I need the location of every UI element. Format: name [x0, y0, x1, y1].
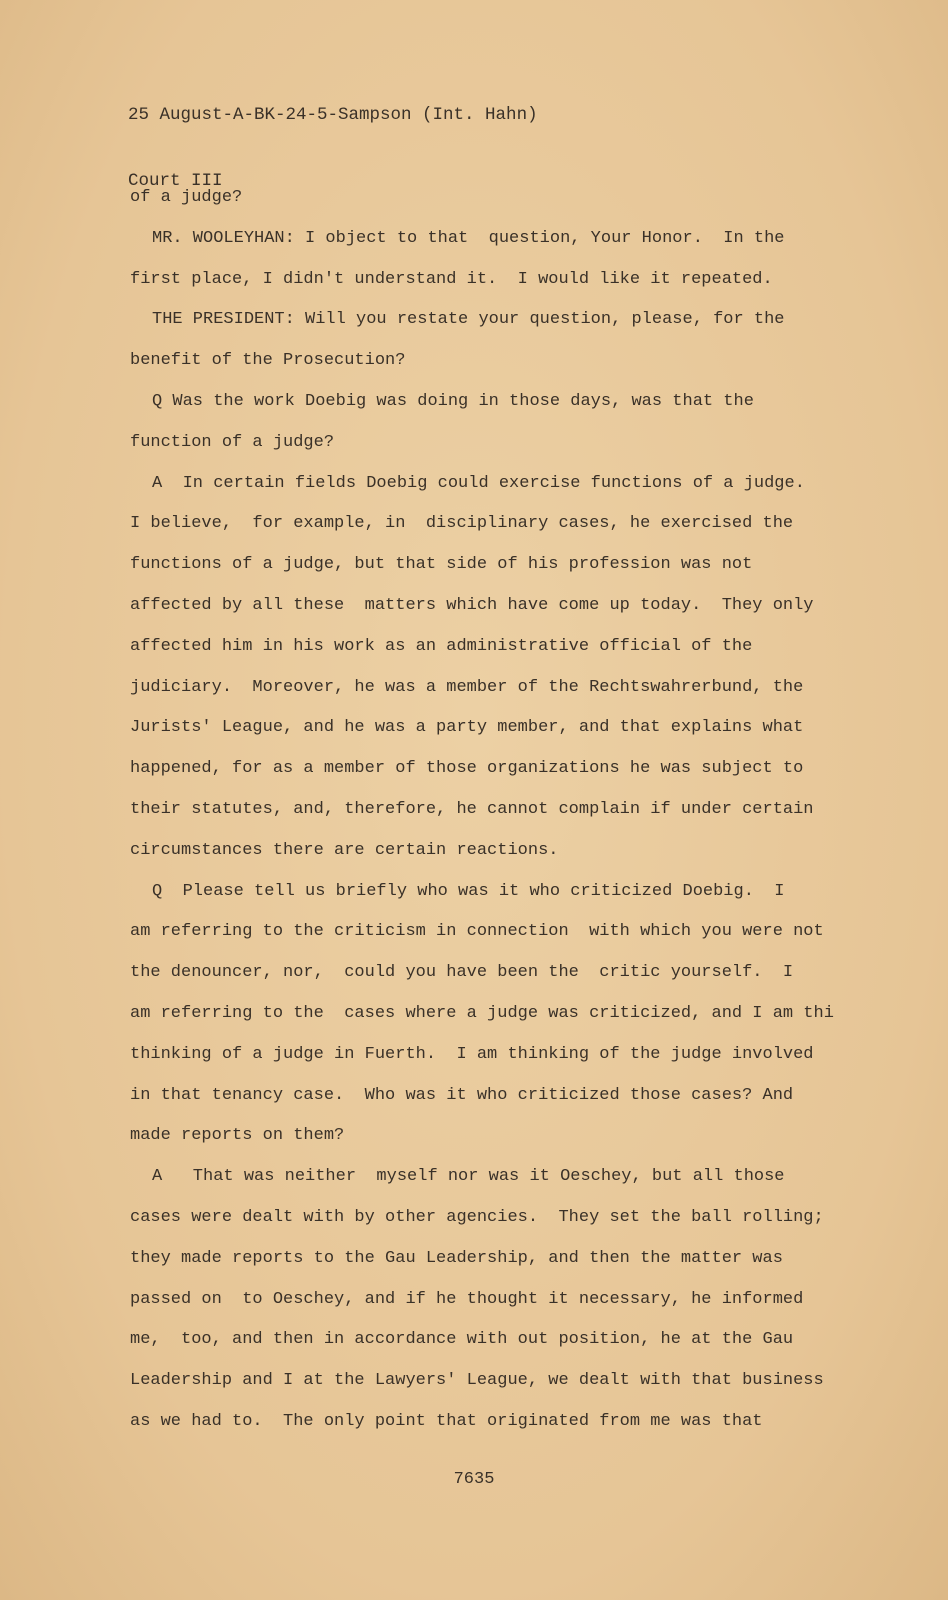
- transcript-line: made reports on them?: [130, 1126, 345, 1146]
- transcript-line: Q Please tell us briefly who was it who criticized Doebig. I: [152, 881, 785, 901]
- transcript-line: Leadership and I at the Lawyers' League, we dealt with that business: [130, 1371, 824, 1391]
- transcript-line: THE PRESIDENT: Will you restate your question, please, for the: [152, 310, 785, 330]
- transcript-line: happened, for as a member of those organizations he was subject to: [130, 759, 804, 779]
- transcript-line: Q Was the work Doebig was doing in those days, was that the: [152, 391, 754, 411]
- transcript-line: cases were dealt with by other agencies. They set the ball rolling;: [130, 1207, 824, 1227]
- transcript-line: MR. WOOLEYHAN: I object to that question, Your Honor. In the: [152, 228, 785, 248]
- transcript-line: judiciary. Moreover, he was a member of the Rechtswahrerbund, the: [130, 677, 804, 697]
- page-number: 7635: [453, 1470, 495, 1489]
- transcript-line: of a judge?: [130, 188, 243, 207]
- header-case-reference: 25 August-A-BK-24-5-Sampson (Int. Hahn): [128, 105, 538, 125]
- transcript-line: functions of a judge, but that side of his profession was not: [130, 555, 753, 575]
- transcript-line: am referring to the criticism in connection with which you were not: [130, 922, 824, 942]
- transcript-line: me, too, and then in accordance with out position, he at the Gau: [130, 1330, 794, 1350]
- transcript-line: A In certain fields Doebig could exercise functions of a judge.: [152, 473, 805, 493]
- header-court: Court III: [128, 171, 223, 191]
- transcript-line: affected by all these matters which have come up today. They only: [130, 595, 814, 615]
- transcript-line: first place, I didn't understand it. I would like it repeated.: [130, 269, 773, 289]
- transcript-line: benefit of the Prosecution?: [130, 351, 406, 371]
- transcript-line: affected him in his work as an administrative official of the: [130, 636, 753, 656]
- transcript-line: thinking of a judge in Fuerth. I am thinking of the judge involved: [130, 1044, 814, 1064]
- transcript-line: in that tenancy case. Who was it who criticized those cases? And: [130, 1085, 794, 1105]
- transcript-line: I believe, for example, in disciplinary cases, he exercised the: [130, 514, 794, 534]
- transcript-line: am referring to the cases where a judge was criticized, and I am thi: [130, 1003, 834, 1023]
- transcript-line: as we had to. The only point that originated from me was that: [130, 1411, 763, 1431]
- transcript-line: passed on to Oeschey, and if he thought it necessary, he informed: [130, 1289, 804, 1309]
- transcript-line: their statutes, and, therefore, he cannot complain if under certain: [130, 799, 814, 819]
- transcript-line: the denouncer, nor, could you have been the critic yourself. I: [130, 963, 794, 983]
- transcript-line: function of a judge?: [130, 432, 335, 452]
- transcript-body: [130, 178, 850, 1443]
- transcript-line: circumstances there are certain reactions.: [130, 840, 559, 860]
- transcript-line: A That was neither myself nor was it Oeschey, but all those: [152, 1167, 785, 1187]
- transcript-line: they made reports to the Gau Leadership, and then the matter was: [130, 1248, 783, 1268]
- transcript-line: Jurists' League, and he was a party member, and that explains what: [130, 718, 804, 738]
